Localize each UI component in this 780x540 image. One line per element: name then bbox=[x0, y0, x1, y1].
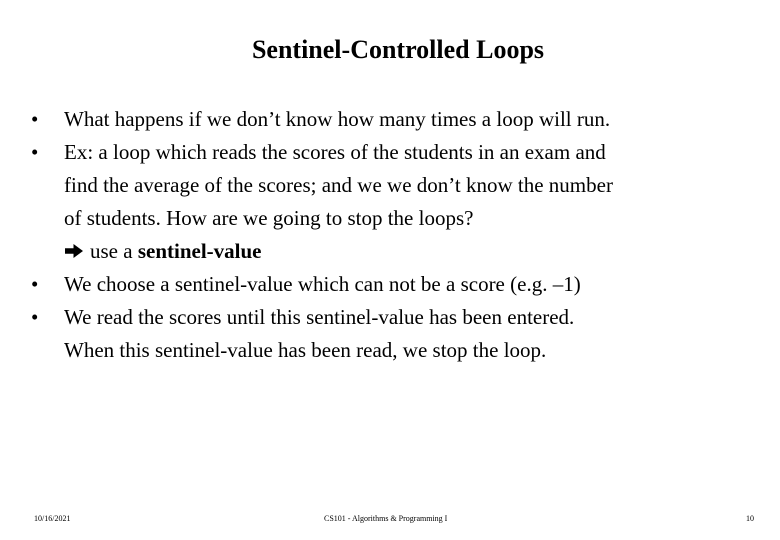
footer-page-number: 10 bbox=[746, 514, 754, 523]
bullet-item bbox=[31, 268, 761, 301]
bullet-text-line: Ex: a loop which reads the scores of the students in an exam and bbox=[64, 140, 606, 164]
bullet-text-line: What happens if we don’t know how many times a loop will run. bbox=[64, 107, 611, 131]
bullet-dot: • bbox=[31, 140, 39, 164]
bullet-text-line: of students. How are we going to stop the loops? bbox=[64, 206, 474, 230]
footer-course-name: CS101 - Algorithms & Programming I bbox=[324, 514, 448, 523]
arrow-line bbox=[64, 235, 761, 268]
sentinel-value-term: sentinel-value bbox=[137, 239, 262, 263]
bullet-dot: • bbox=[31, 272, 39, 296]
bullet-item bbox=[31, 301, 761, 367]
bullet-list bbox=[31, 103, 761, 367]
bullet-text-line: We read the scores until this sentinel-value has been entered. bbox=[64, 305, 575, 329]
bullet-item bbox=[31, 103, 761, 136]
bullet-text-line: find the average of the scores; and we we don’t know the number bbox=[64, 173, 613, 197]
footer-date: 10/16/2021 bbox=[34, 514, 71, 523]
right-arrow-icon bbox=[64, 243, 84, 259]
slide-title: Sentinel-Controlled Loops bbox=[251, 35, 545, 64]
bullet-text-line: When this sentinel-value has been read, we stop the loop. bbox=[64, 338, 547, 362]
bullet-dot: • bbox=[31, 107, 39, 131]
arrow-line-prefix: use a bbox=[90, 239, 138, 263]
bullet-item bbox=[31, 136, 761, 268]
bullet-text-line: We choose a sentinel-value which can not be a score (e.g. –1) bbox=[64, 272, 581, 296]
bullet-dot: • bbox=[31, 305, 39, 329]
